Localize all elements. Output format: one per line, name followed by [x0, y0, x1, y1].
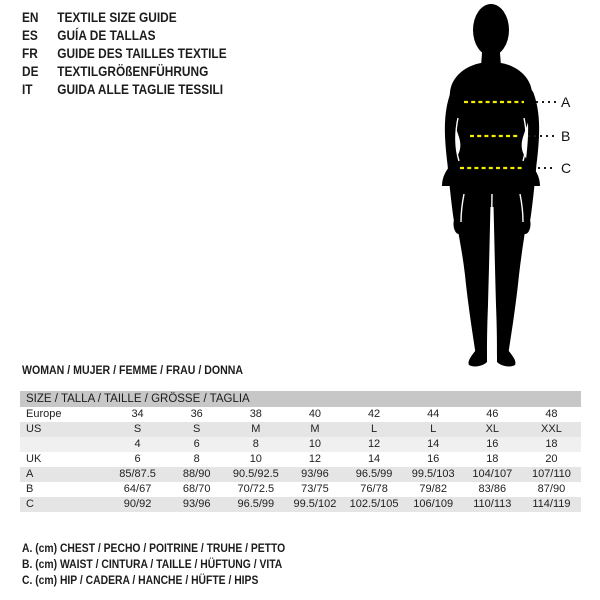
- table-cell: 87/90: [537, 483, 566, 495]
- table-cell: 88/90: [182, 468, 211, 480]
- language-title: TEXTILGRÖßENFÜHRUNG: [57, 64, 209, 79]
- table-cell: 68/70: [182, 483, 211, 495]
- measure-label-b: B: [561, 128, 571, 144]
- language-title-list: [22, 9, 227, 99]
- section-title-woman: WOMAN / MUJER / FEMME / FRAU / DONNA: [22, 365, 244, 377]
- language-code: FR: [22, 46, 38, 61]
- table-cell: 90.5/92.5: [232, 468, 279, 480]
- table-row: [20, 497, 581, 512]
- table-row: [20, 407, 581, 422]
- legend-line-waist: B. (cm) WAIST / CINTURA / TAILLE / HÜFTUNG / VITA: [22, 559, 283, 571]
- language-row: [22, 9, 227, 27]
- table-cell: 93/96: [301, 468, 329, 480]
- language-row: [22, 45, 227, 63]
- table-cell: 44: [427, 408, 440, 420]
- table-cell: 8: [252, 438, 259, 450]
- table-row: [20, 452, 581, 467]
- table-cell: 93/96: [182, 498, 211, 510]
- table-cell: 14: [427, 438, 440, 450]
- table-cell: 96.5/99: [355, 468, 393, 480]
- table-cell: S: [193, 423, 201, 435]
- table-cell: 8: [193, 453, 200, 465]
- table-cell: 96.5/99: [237, 498, 275, 510]
- table-cell: 64/67: [123, 483, 152, 495]
- table-row: [20, 467, 581, 482]
- table-cell: 79/82: [419, 483, 447, 495]
- table-cell: 14: [367, 453, 381, 465]
- table-cell: 106/109: [413, 498, 454, 510]
- table-cell: M: [310, 423, 320, 435]
- table-cell: 46: [486, 408, 499, 420]
- table-cell: 12: [367, 438, 381, 450]
- table-row-label: C: [26, 498, 34, 510]
- table-cell: 76/78: [360, 483, 388, 495]
- table-row: [20, 422, 581, 437]
- legend-line-hip: C. (cm) HIP / CADERA / HANCHE / HÜFTE / HIPS: [22, 575, 259, 587]
- table-cell: 20: [545, 453, 558, 465]
- table-cell: 104/107: [472, 468, 513, 480]
- language-code: ES: [22, 28, 38, 43]
- thigh-gap: [491, 194, 492, 252]
- table-cell: 18: [486, 453, 499, 465]
- woman-silhouette-figure: [400, 0, 600, 375]
- table-cell: L: [371, 423, 378, 435]
- table-cell: L: [430, 423, 437, 435]
- legend-line-chest: A. (cm) CHEST / PECHO / POITRINE / TRUHE / PETTO: [22, 543, 286, 555]
- language-code: DE: [22, 64, 39, 79]
- table-row-label: B: [26, 483, 34, 495]
- silhouette-left-leg: [450, 180, 491, 356]
- table-cell: 34: [131, 408, 144, 420]
- measure-label-c: C: [561, 160, 572, 176]
- language-row: [22, 27, 227, 45]
- table-cell: 90/92: [123, 498, 152, 510]
- measurement-legend: [22, 541, 285, 589]
- table-cell: 10: [308, 438, 322, 450]
- table-row: [20, 482, 581, 497]
- table-cell: 73/75: [301, 483, 329, 495]
- table-cell: 6: [134, 453, 141, 465]
- table-cell: 4: [134, 438, 141, 450]
- table-cell: 83/86: [478, 483, 507, 495]
- language-row: [22, 63, 227, 81]
- table-cell: 85/87.5: [119, 468, 156, 480]
- measure-label-a: A: [561, 94, 571, 110]
- table-cell: 102.5/105: [349, 498, 399, 510]
- table-row: [20, 437, 581, 452]
- table-cell: 99.5/102: [293, 498, 337, 510]
- table-row-label: UK: [26, 453, 42, 465]
- language-code: EN: [22, 10, 39, 25]
- size-table: [20, 391, 581, 512]
- table-cell: 6: [193, 438, 200, 450]
- table-cell: 18: [545, 438, 558, 450]
- silhouette-right-leg: [493, 180, 532, 356]
- silhouette-right-foot: [497, 350, 515, 366]
- table-cell: 99.5/103: [411, 468, 455, 480]
- language-title: GUÍA DE TALLAS: [57, 28, 156, 43]
- table-cell: M: [251, 423, 261, 435]
- table-cell: 16: [486, 438, 499, 450]
- language-row: [22, 81, 227, 99]
- table-cell: XL: [485, 423, 500, 435]
- size-table-header: SIZE / TALLA / TAILLE / GRÖSSE / TAGLIA: [20, 391, 581, 407]
- size-table-body: [20, 407, 581, 512]
- woman-silhouette: [442, 4, 540, 366]
- table-row-label: [20, 437, 108, 452]
- table-row-label: A: [26, 468, 34, 480]
- table-cell: S: [133, 423, 142, 435]
- table-cell: XXL: [541, 423, 562, 435]
- table-cell: 110/113: [473, 498, 512, 510]
- language-code: IT: [22, 82, 33, 97]
- table-row-label: Europe: [26, 408, 62, 420]
- table-cell: 10: [249, 453, 262, 465]
- table-cell: 107/110: [531, 468, 571, 480]
- language-title: GUIDA ALLE TAGLIE TESSILI: [57, 82, 224, 97]
- table-cell: 114/119: [532, 498, 571, 510]
- table-cell: 16: [427, 453, 440, 465]
- table-cell: 42: [367, 408, 381, 420]
- table-cell: 70/72.5: [237, 483, 275, 495]
- table-cell: 36: [190, 408, 203, 420]
- table-cell: 40: [308, 408, 322, 420]
- table-cell: 38: [249, 408, 262, 420]
- language-title: GUIDE DES TAILLES TEXTILE: [57, 46, 227, 61]
- table-row-label: US: [26, 423, 42, 435]
- table-cell: 12: [308, 453, 322, 465]
- table-cell: 48: [545, 408, 558, 420]
- silhouette-left-foot: [469, 350, 487, 366]
- language-title: TEXTILE SIZE GUIDE: [57, 10, 177, 25]
